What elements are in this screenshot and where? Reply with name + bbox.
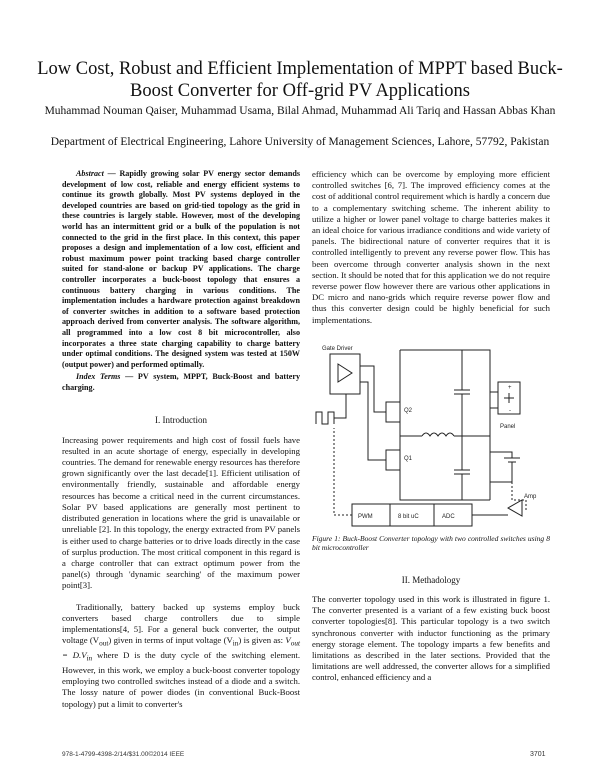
index-terms-label: Index Terms (76, 372, 121, 382)
author-list: Muhammad Nouman Qaiser, Muhammad Usama, Bilal Ahmad, Muhammad Ali Tariq and Hassan Abbas Khan (44, 105, 556, 117)
pwm-label: PWM (358, 513, 373, 520)
paper-title: Low Cost, Robust and Efficient Implementation of MPPT based Buck-Boost Converter for Off-grid PV Applications (37, 59, 563, 101)
amp-triangle (508, 500, 522, 516)
section-heading-methodology: II. Methadology (401, 574, 461, 585)
abstract-text: — Rapidly growing solar PV energy sector demands development of low cost, reliable and energy efficient systems to continue its growth globally. Most PV systems deployed in the developed countries are based on grid-tied topology as the grid in these countries is largely stable. However, most of the developing world has an intermittent grid or a bulk of the population is not connected to the grid in the first place. In this context, this paper proposes a design and implementation of a low cost, efficient and robust maximum power point tracking based charge controller suited for stand-alone or backup PV applications. The charge controller incorporates a buck-boost topology that ensures a continuous battery charging in various conditions. The implementation includes a hardware protection against breakdown of converter switches in addition to a software based protection approach derived from converter analysis. The software algorithm, all programmed into a low cost 8 bit microcontroller, also incorporates a three state charging capability to charge battery under optimal conditions. The designed system was tested at 150W (output power) and performed optimally. (62, 169, 300, 369)
q2-label: Q2 (404, 407, 413, 414)
minus-label: - (509, 407, 511, 414)
intro-paragraph-2: Traditionally, battery backed up systems employ buck converters based charge controllers due to simple implementations[4, 5]. For a general buck converter, the output voltage $(V_{out})$ given in terms of input voltage $(V_{in})$ is given as: $V_{out} = D.V_{in}$ where D is the duty cycle of the switching element. However, in this work, we employ a buck-boost converter topology employing two controlled switches instead of a diode and a switch. The lossy nature of power diodes (in conventional Buck-Boost topology) put a limit to converter's (62, 601, 300, 709)
mcu-label: 8 bit uC (398, 513, 419, 520)
section-heading-introduction: I. Introduction (155, 415, 207, 426)
abstract (62, 169, 300, 370)
gate-driver-box (330, 354, 360, 394)
gate-driver-triangle (338, 364, 352, 382)
adc-label: ADC (442, 513, 455, 520)
figure-1 (312, 332, 550, 528)
plus-label: + (508, 384, 512, 391)
inductor (422, 433, 454, 436)
figure-caption: Figure 1: Buck-Boost Converter topology with two controlled switches using 8 bit microcontroller (312, 533, 550, 553)
footer-copyright: 978-1-4799-4398-2/14/$31.00©2014 IEEE (62, 751, 185, 758)
panel-label: Panel (500, 423, 516, 430)
amp-label: Amp (524, 493, 537, 500)
buck-equation: $V_{out} = D.V_{in}$ (62, 635, 300, 663)
index-terms-text: — PV system, MPPT, Buck-Boost and battery charging. (62, 372, 300, 392)
output-capacitor (454, 436, 470, 500)
abstract-label: Abstract (76, 169, 104, 178)
pwm-waveform (316, 412, 334, 424)
method-paragraph-1: The converter topology used in this work is illustrated in figure 1. The converter presented is a variant of a few existing buck boost converter topologies[8]. This particular topology is a two switch synchronous converter with inductor functioning as the primary energy storage element. The topology imparts a few benefits and limitations as described in the later sections. Provided that the limitations are well addressed, the converter allows for a simplified control, enhanced efficiency and a (312, 594, 550, 683)
gate-driver-label: Gate Driver (322, 345, 353, 352)
index-terms (62, 372, 300, 393)
page-number: 3701 (530, 751, 546, 758)
battery (490, 452, 520, 482)
right-column (312, 169, 550, 684)
q1-label: Q1 (404, 455, 413, 462)
intro-paragraph-1: Increasing power requirements and high cost of fossil fuels have resulted in an acute shortage of energy, especially in developing countries. The demand for renewable energy resources has therefore grown significantly over the last decade[1]. Efficient utilisation of environmentally friendly, sustainable and affordable energy resources has become a critical need in the current circumstances. Solar PV based applications are generally most pertinent to distributed generation in locations where the grid is unavailable or unreliable [2]. In this topology, the energy extracted from PV panels is either used to charge batteries or to drive loads directly in the case of surplus production. The most critical component in this regard is a charge controller that can extract optimum power from the panel(s) through 'dynamic searching' of the maximum power point[3]. (62, 434, 300, 591)
right-paragraph-1: efficiency which can be overcome by employing more efficient controlled switches [6, 7]. The improved efficiency comes at the cost of additional control requirement which is hardly a concern due to a complementary switching scheme. The inherent ability to utilize a higher or lower panel voltage to charge batteries makes it an ideal choice for various irradiance conditions and wide variety of panels. The bidirectional nature of converter requires that it is controlled intelligently to prevent any reverse power flow. This has been overcome through converter analysis shown in the next section. It should be noted that for this application we do not require reverse power flow however there are various other applications in DC micro and nano-grids which require reverse power flow and thus this converter design could be highly beneficial for such implementations. (312, 169, 550, 325)
left-column (62, 169, 300, 710)
affiliation: Department of Electrical Engineering, Lahore University of Management Sciences, Lahore, 57792, Pakistan (50, 136, 550, 148)
input-capacitor (454, 350, 470, 436)
q1-switch (386, 450, 400, 470)
q2-switch (386, 402, 400, 422)
buck-boost-schematic (312, 332, 550, 528)
